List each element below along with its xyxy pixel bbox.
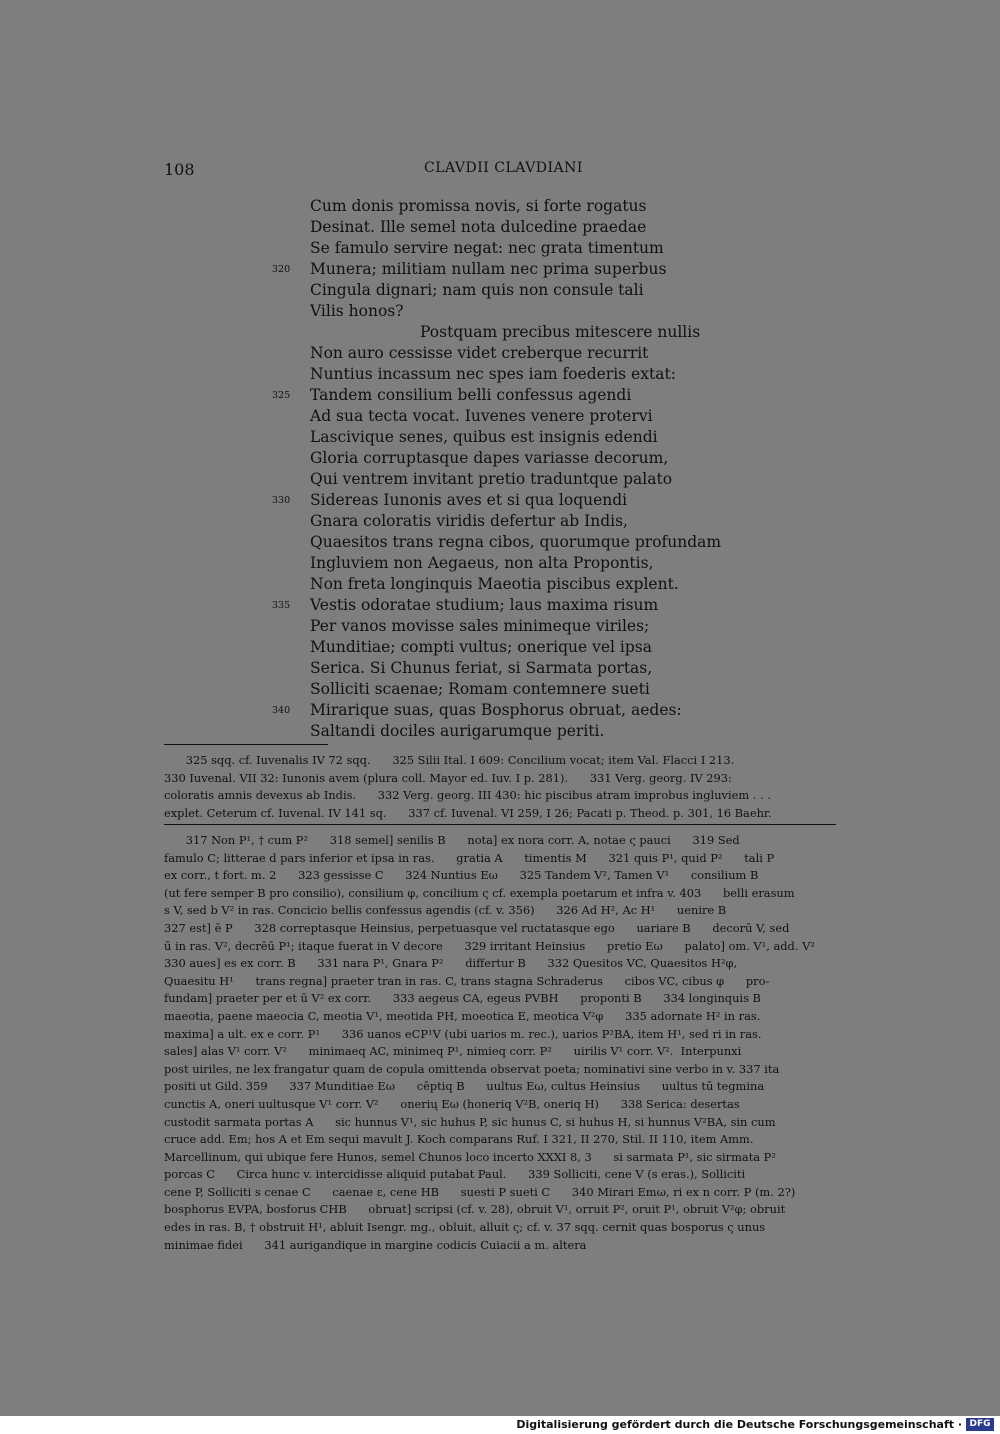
apparatus-line: ū in ras. V², decrēū P¹; itaque fuerat in V decore 329 irritant Heinsius pretio Eω palato] om. V¹, add. V²	[164, 938, 815, 953]
verse-line	[164, 385, 836, 406]
apparatus-line: positi ut Gild. 359 337 Munditiae Eω cēptiq B uultus Eω, cultus Heinsius uultus tū tegmina	[164, 1079, 765, 1094]
apparatus-line: sales] alas V¹ corr. V² minimaeq AC, minimeq P¹, nimieq corr. P² uirilis V¹ corr. V². Interpunxi	[164, 1044, 742, 1059]
line-number: 340	[272, 705, 291, 716]
verse-line	[164, 469, 836, 490]
apparatus-divider	[164, 824, 836, 825]
apparatus-line: 317 Non P¹, † cum P² 318 semel] senilis B nota] ex nora corr. A, notae ς pauci 319 Sed	[164, 833, 740, 847]
verse-text: Cingula dignari; nam quis non consule tali	[310, 281, 644, 299]
verse-line	[164, 259, 836, 280]
apparatus-line: 330 aues] es ex corr. B 331 nara P¹, Gnara P² differtur B 332 Quesitos VC, Quaesitos H²φ,	[164, 956, 738, 971]
verse-line	[164, 574, 836, 595]
page-number: 108	[164, 160, 195, 179]
apparatus-line: porcas C Circa hunc v. intercidisse aliquid putabat Paul. 339 Solliciti, cene V (s eras.), Solliciti	[164, 1167, 746, 1182]
verse-line	[164, 217, 836, 238]
line-number: 330	[272, 495, 291, 506]
apparatus-line: (ut fere semper B pro consilio), consilium φ, concilium ς cf. exempla poetarum et infra v. 403 belli erasum	[164, 885, 795, 900]
verse-text: Serica. Si Chunus feriat, si Sarmata portas,	[310, 659, 653, 677]
funding-notice: Digitalisierung gefördert durch die Deutsche Forschungsgemeinschaft ·	[516, 1418, 962, 1431]
running-title: CLAVDII CLAVDIANI	[424, 160, 583, 176]
verse-line	[164, 343, 836, 364]
apparatus-rule	[164, 744, 328, 745]
verse-text: Nuntius incassum nec spes iam foederis extat:	[310, 365, 676, 383]
verse-text: Solliciti scaenae; Romam contemnere sueti	[310, 680, 650, 698]
verse-line	[164, 301, 836, 322]
verse-text: Non auro cessisse videt creberque recurrit	[310, 344, 649, 362]
verse-line	[164, 322, 836, 343]
apparatus-line: 327 est] ē P 328 correptasque Heinsius, perpetuasque vel ructatasque ego uariare B decorū V, sed	[164, 920, 790, 935]
verse-text: Se famulo servire negat: nec grata timentum	[310, 239, 664, 257]
apparatus-line: maxima] a ult. ex e corr. P¹ 336 uanos eCP¹V (ubi uarios m. rec.), uarios P²BA, item H¹, sed ri in ras.	[164, 1026, 762, 1041]
apparatus-line: cruce add. Em; hos A et Em sequi mavult J. Koch comparans Ruf. I 321, II 270, Stil. II 110, item Amm.	[164, 1132, 754, 1147]
line-number: 325	[272, 390, 291, 401]
testimonia-line: coloratis amnis devexus ab Indis. 332 Verg. georg. III 430: hic piscibus atram improbus ingluviem . . .	[164, 788, 771, 802]
verse-line	[164, 595, 836, 616]
apparatus-line: ex corr., t fort. m. 2 323 gessisse C 324 Nuntius Eω 325 Tandem V², Tamen V¹ consilium B	[164, 868, 759, 883]
apparatus-line: fundam] praeter per et ū V² ex corr. 333 aegeus CA, egeus PVBH proponti B 334 longinquis B	[164, 991, 761, 1006]
apparatus-line: custodit sarmata portas A sic hunnus V¹, sic huhus P, sic hunus C, si huhus H, si hunnus V²BA, sin cum	[164, 1114, 776, 1129]
verse-text: Vestis odoratae studium; laus maxima risum	[310, 596, 659, 614]
verse-text: Ingluviem non Aegaeus, non alta Propontis,	[310, 554, 654, 572]
verse-line	[164, 700, 836, 721]
verse-text: Cum donis promissa novis, si forte rogatus	[310, 197, 647, 215]
footer-bar	[0, 1416, 1000, 1434]
apparatus-line: Marcellinum, qui ubique fere Hunos, semel Chunos loco incerto XXXI 8, 3 si sarmata P¹, sic sirmata P²	[164, 1149, 776, 1164]
verse-block	[164, 196, 836, 742]
verse-line	[164, 490, 836, 511]
verse-line	[164, 679, 836, 700]
verse-line	[164, 196, 836, 217]
apparatus-line: minimae fidei 341 aurigandique in margine codicis Cuiacii a m. altera	[164, 1237, 587, 1252]
apparatus-line: post uiriles, ne lex frangatur quam de copula omittenda observat poeta; nominativi sine verbo in v. 337 ita	[164, 1061, 780, 1076]
verse-text: Sidereas Iunonis aves et si qua loquendi	[310, 491, 628, 509]
verse-text: Quaesitos trans regna cibos, quorumque profundam	[310, 533, 722, 551]
critical-apparatus	[164, 832, 836, 1254]
testimonia-line: explet. Ceterum cf. Iuvenal. IV 141 sq. 337 cf. Iuvenal. VI 259, I 26; Pacati p. Theod. p. 301, 16 Baehr.	[164, 805, 772, 820]
verse-line	[164, 553, 836, 574]
verse-text: Per vanos movisse sales minimeque viriles;	[310, 617, 650, 635]
verse-text: Munera; militiam nullam nec prima superbus	[310, 260, 667, 278]
verse-line	[164, 616, 836, 637]
verse-text: Tandem consilium belli confessus agendi	[310, 386, 632, 404]
apparatus-line: s V, sed b V² in ras. Concicio bellis confessus agendis (cf. v. 356) 326 Ad H², Ac H¹ uenire B	[164, 903, 727, 918]
verse-line	[164, 448, 836, 469]
verse-text: Mirarique suas, quas Bosphorus obruat, aedes:	[310, 701, 682, 719]
verse-line	[164, 532, 836, 553]
verse-line	[164, 637, 836, 658]
verse-line	[164, 238, 836, 259]
apparatus-line: Quaesitu H¹ trans regna] praeter tran in ras. C, trans stagna Schraderus cibos VC, cibus φ pro-	[164, 973, 770, 988]
verse-line	[164, 406, 836, 427]
verse-text: Postquam precibus mitescere nullis	[420, 323, 701, 341]
apparatus-line: maeotia, paene maeocia C, meotia V¹, meotida PH, moeotica E, meotica V²φ 335 adornate H² in ras.	[164, 1008, 761, 1023]
verse-line	[164, 364, 836, 385]
apparatus-line: cene P, Solliciti s cenae C caenae ε, cene HB suesti P sueti C 340 Mirari Emω, ri ex n corr. P (m. 2?)	[164, 1184, 796, 1199]
verse-text: Non freta longinquis Maeotia piscibus explent.	[310, 575, 679, 593]
verse-text: Gloria corruptasque dapes variasse decorum,	[310, 449, 669, 467]
verse-line	[164, 511, 836, 532]
verse-text: Saltandi dociles aurigarumque periti.	[310, 722, 605, 740]
verse-line	[164, 658, 836, 679]
apparatus-line: edes in ras. B, † obstruit H¹, abluit Isengr. mg., obluit, alluit ς; cf. v. 37 sqq. cernit quas bosporus ς unus	[164, 1220, 766, 1235]
verse-text: Munditiae; compti vultus; onerique vel ipsa	[310, 638, 652, 656]
verse-text: Ad sua tecta vocat. Iuvenes venere protervi	[310, 407, 653, 425]
apparatus-line: famulo C; litterae d pars inferior et ipsa in ras. gratia A timentis M 321 quis P¹, quid P² tali P	[164, 850, 775, 865]
line-number: 320	[272, 264, 291, 275]
verse-text: Desinat. Ille semel nota dulcedine praedae	[310, 218, 647, 236]
verse-line	[164, 721, 836, 742]
testimonia-line: 325 sqq. cf. Iuvenalis IV 72 sqq. 325 Silii Ital. I 609: Concilium vocat; item Val. Flacci I 213.	[164, 753, 735, 767]
apparatus-line: cunctis A, oneri uultusque V¹ corr. V² onerių Eω (honeriq V²B, oneriq H) 338 Serica: desertas	[164, 1096, 740, 1111]
page-header	[164, 160, 836, 182]
verse-line	[164, 427, 836, 448]
testimonia-line: 330 Iuvenal. VII 32: Iunonis avem (plura coll. Mayor ed. Iuv. I p. 281). 331 Verg. georg. IV 293:	[164, 770, 732, 785]
verse-line	[164, 280, 836, 301]
verse-text: Lascivique senes, quibus est insignis edendi	[310, 428, 658, 446]
verse-text: Vilis honos?	[310, 302, 404, 320]
apparatus-line: bosphorus EVPA, bosforus CHB obruat] scripsi (cf. v. 28), obruit V¹, orruit P², oruit P¹, obruit V²φ; obruit	[164, 1202, 786, 1217]
verse-text: Gnara coloratis viridis defertur ab Indis,	[310, 512, 628, 530]
dfg-logo-icon: DFG	[966, 1418, 994, 1431]
line-number: 335	[272, 600, 291, 611]
verse-text: Qui ventrem invitant pretio traduntque palato	[310, 470, 673, 488]
testimonia-block	[164, 752, 836, 822]
